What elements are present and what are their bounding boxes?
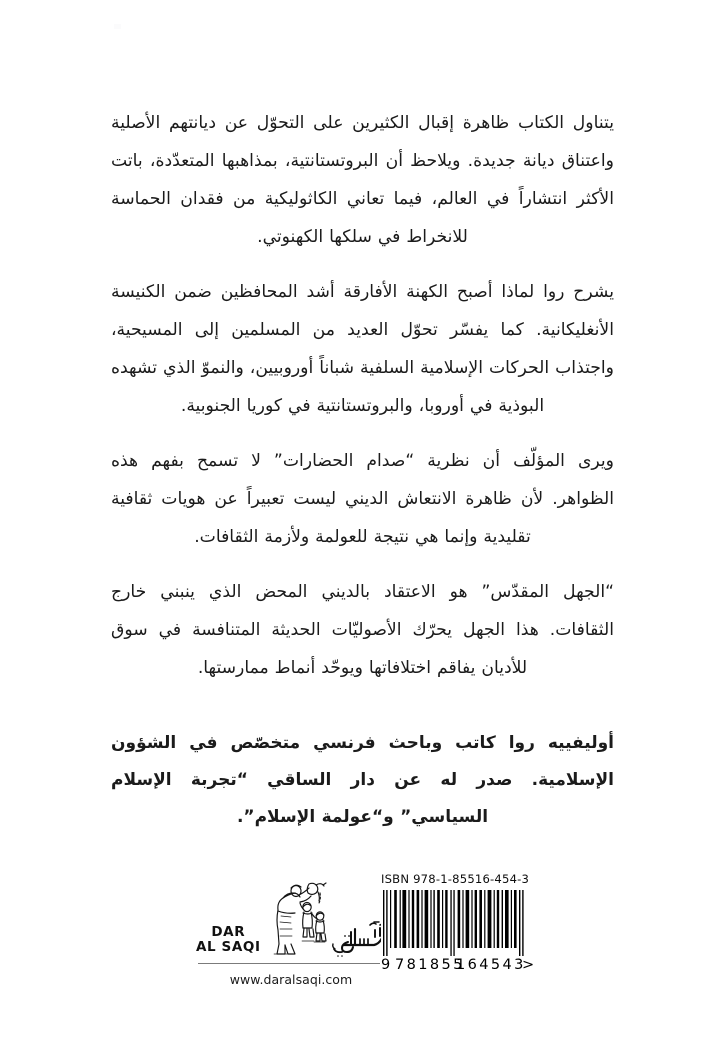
publisher-wordmark-line2: AL SAQI <box>196 938 261 955</box>
barcode-digit-prefix: 9 <box>381 957 391 973</box>
publisher-arabic-name-logo <box>330 916 388 958</box>
isbn-barcode-block <box>381 872 541 975</box>
blurb-paragraph-2: يشرح روا لماذا أصبح الكهنة الأفارقة أشد المحافظين ضمن الكنيسة الأنغليكانية. كما يفسّر تحوّل العديد من المسلمين إلى المسيحية، واجتذاب الحركات الإسلامية السلفية شباناً أوروبيين، والنموّ الذي تشهده البوذية في أوروبا، والبروتستانتية في كوريا الجنوبية. <box>111 282 614 416</box>
author-biography-note: أوليفييه روا كاتب وباحث فرنسي متخصّص في الشؤون الإسلامية. صدر له عن دار الساقي “تجربة الإسلام السياسي” و“عولمة الإسلام”. <box>111 733 614 827</box>
publisher-logo-row <box>196 874 386 960</box>
barcode-digits-right-group: 164543 <box>456 957 526 973</box>
scan-artifact <box>114 24 121 29</box>
cover-footer <box>0 866 725 1006</box>
publisher-divider-rule <box>198 963 380 964</box>
blurb-text-block <box>111 104 614 836</box>
publisher-wordmark-line1: DAR <box>211 924 246 940</box>
ean13-barcode-image <box>381 890 533 956</box>
barcode-end-marker: > <box>522 957 535 973</box>
barcode-digit-row <box>381 957 541 975</box>
isbn-number-label: ISBN 978-1-85516-454-3 <box>381 872 530 886</box>
publisher-wordmark <box>196 925 261 960</box>
barcode-digits-left-group: 781855 <box>395 957 465 973</box>
publisher-logo-block <box>196 866 386 1001</box>
blurb-paragraph-3: ويرى المؤلّف أن نظرية “صدام الحضارات” لا تسمح بفهم هذه الظواهر. لأن ظاهرة الانتعاش الديني ليست تعبيراً عن هويات ثقافية تقليدية وإنما هي نتيجة للعولمة ولأزمة الثقافات. <box>111 451 614 547</box>
publisher-website-url[interactable]: www.daralsaqi.com <box>229 972 353 987</box>
blurb-paragraph-4: “الجهل المقدّس” هو الاعتقاد بالديني المحض الذي ينبني خارج الثقافات. هذا الجهل يحرّك الأصوليّات الحديثة المتنافسة في سوق للأديان يفاقم اختلافاتها ويوحّد أنماط ممارستها. <box>111 582 614 678</box>
saqi-water-carrier-illustration-icon <box>266 880 328 960</box>
blurb-paragraph-1: يتناول الكتاب ظاهرة إقبال الكثيرين على التحوّل عن ديانتهم الأصلية واعتناق ديانة جديدة. ويلاحظ أن البروتستانتية، بمذاهبها المتعدّدة، باتت الأكثر انتشاراً في العالم، فيما تعاني الكاثوليكية من فقدان الحماسة للانخراط في سلكها الكهنوتي. <box>111 113 614 247</box>
